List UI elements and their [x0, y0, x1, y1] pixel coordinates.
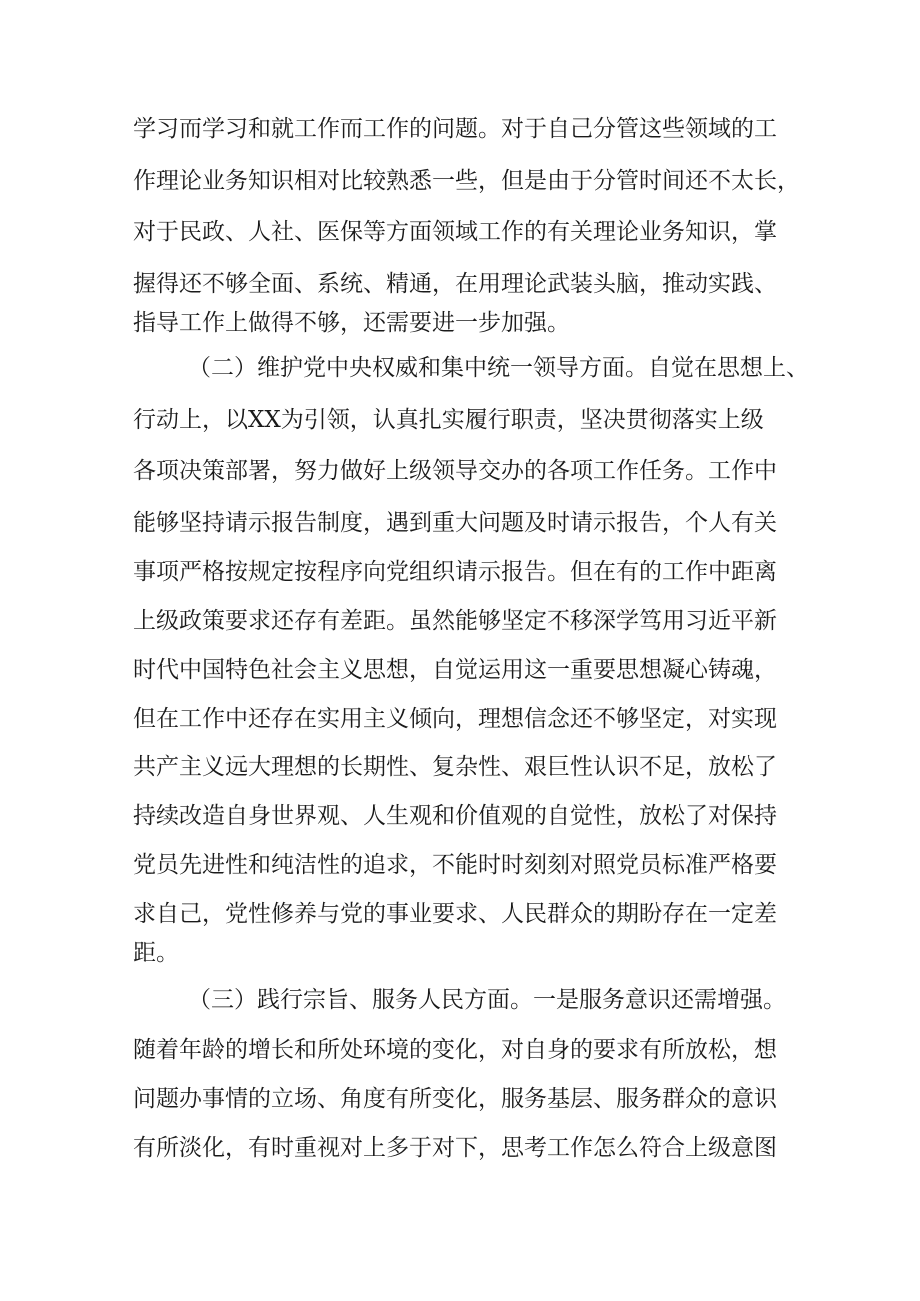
- line-text: 时代中国特色社会主义思想，自觉运用这一重要思想凝心铸魂，: [133, 657, 777, 683]
- text-line: [0, 1024, 920, 1076]
- text-line: [0, 497, 920, 549]
- line-text: 党员先进性和纯洁性的追求，不能时时刻刻对照党员标准严格要: [133, 852, 777, 878]
- line-text: 上级政策要求还存有差距。虽然能够坚定不移深学笃用习近平新: [133, 608, 777, 634]
- line-text: 问题办事情的立场、角度有所变化，服务基层、服务群众的意识: [133, 1086, 777, 1112]
- text-line: [0, 155, 920, 207]
- line-text: （二）维护党中央权威和集中统一领导方面。自觉在思想上、: [188, 355, 809, 381]
- line-text: 距。: [133, 940, 179, 966]
- line-text: 但在工作中还存在实用主义倾向，理想信念还不够坚定，对实现: [133, 706, 777, 732]
- line-text: 各项决策部署，努力做好上级领导交办的各项工作任务。工作中: [133, 458, 777, 484]
- paragraph-heading-line: [0, 342, 920, 394]
- text-line: [0, 206, 920, 258]
- line-text: 作理论业务知识相对比较熟悉一些，但是由于分管时间还不太长，: [133, 168, 800, 194]
- text-line: [0, 927, 920, 979]
- line-text: 共产主义远大理想的长期性、复杂性、艰巨性认识不足，放松了: [133, 754, 777, 780]
- line-text: 事项严格按规定按程序向党组织请示报告。但在有的工作中距离: [133, 559, 777, 585]
- line-text: 指导工作上做得不够，还需要进一步加强。: [133, 310, 570, 336]
- line-text: 对于民政、人社、医保等方面领域工作的有关理论业务知识，掌: [133, 219, 777, 245]
- text-line: [0, 693, 920, 745]
- text-line: [0, 839, 920, 891]
- text-line: [0, 103, 920, 155]
- line-text: 行动上，以XX为引领，认真扎实履行职责，坚决贯彻落实上级: [133, 407, 764, 433]
- text-line: [0, 445, 920, 497]
- text-line: [0, 1073, 920, 1125]
- line-text: 有所淡化，有时重视对上多于对下，思考工作怎么符合上级意图: [133, 1135, 777, 1161]
- line-text: 学习而学习和就工作而工作的问题。对于自己分管这些领域的工: [133, 116, 777, 142]
- text-line: [0, 644, 920, 696]
- text-line: [0, 394, 920, 446]
- text-line: [0, 790, 920, 842]
- line-text: 能够坚持请示报告制度，遇到重大问题及时请示报告，个人有关: [133, 510, 777, 536]
- line-text: 握得还不够全面、系统、精通，在用理论武装头脑，推动实践、: [133, 271, 777, 297]
- text-line: [0, 546, 920, 598]
- text-line: [0, 1122, 920, 1174]
- line-text: 随着年龄的增长和所处环境的变化，对自身的要求有所放松，想: [133, 1037, 777, 1063]
- line-text: 求自己，党性修养与党的事业要求、人民群众的期盼存在一定差: [133, 901, 777, 927]
- paragraph-heading-line: [0, 974, 920, 1026]
- line-text: （三）践行宗旨、服务人民方面。一是服务意识还需增强。: [188, 987, 786, 1013]
- line-text: 持续改造自身世界观、人生观和价值观的自觉性，放松了对保持: [133, 803, 777, 829]
- text-line: [0, 741, 920, 793]
- text-line: [0, 595, 920, 647]
